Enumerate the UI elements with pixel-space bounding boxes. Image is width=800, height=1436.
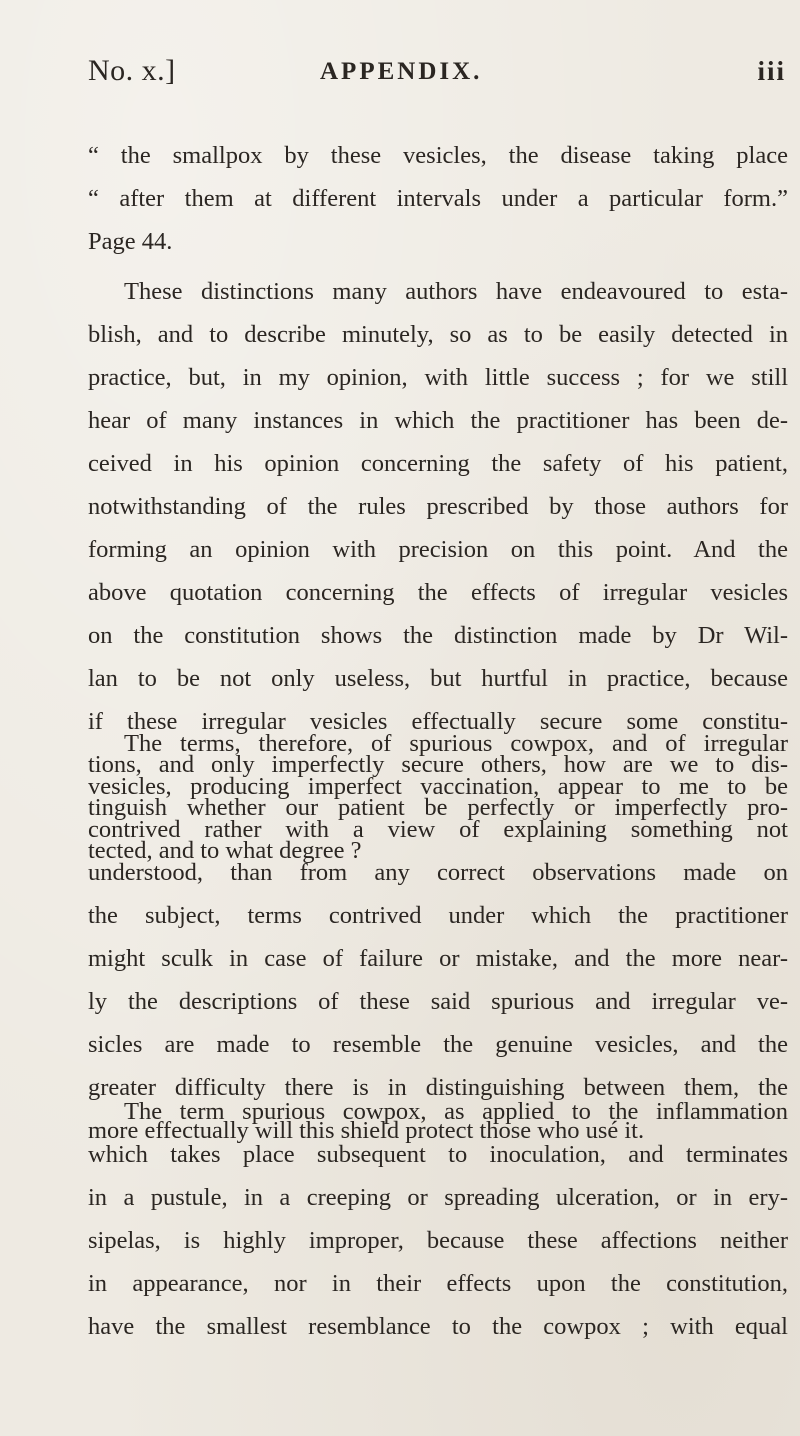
paragraph-2	[88, 722, 788, 1152]
text-line: on the constitution shows the distinction made by Dr Wil-	[88, 622, 788, 649]
text-line: “ after them at different intervals under a particular form.”	[88, 185, 788, 212]
text-line: tinguish whether our patient be perfectly or imperfectly pro-	[88, 794, 788, 821]
text-line: in a pustule, in a creeping or spreading ulceration, or in ery-	[88, 1184, 788, 1211]
text-line: contrived rather with a view of explaining something not	[88, 816, 788, 843]
text-line: greater difficulty there is in distinguishing between them, the	[88, 1074, 788, 1101]
text-line: which takes place subsequent to inoculation, and terminates	[88, 1141, 788, 1168]
page-reference: Page 44.	[88, 228, 173, 255]
text-line: tions, and only imperfectly secure others, how are we to dis-	[88, 751, 788, 778]
text-line: These distinctions many authors have endeavoured to esta-	[124, 278, 788, 305]
text-line: if these irregular vesicles effectually secure some constitu-	[88, 708, 788, 735]
text-line: ly the descriptions of these said spurious and irregular ve-	[88, 988, 788, 1015]
text-line: understood, than from any correct observations made on	[88, 859, 788, 886]
text-line: ceived in his opinion concerning the safety of his patient,	[88, 450, 788, 477]
running-header	[88, 54, 788, 94]
text-line: notwithstanding of the rules prescribed by those authors for	[88, 493, 788, 520]
text-line: above quotation concerning the effects of irregular vesicles	[88, 579, 788, 606]
paragraph-3	[88, 1090, 788, 1348]
text-line: the subject, terms contrived under which the practitioner	[88, 902, 788, 929]
text-line: lan to be not only useless, but hurtful in practice, because	[88, 665, 788, 692]
text-line: practice, but, in my opinion, with little success ; for we still	[88, 364, 788, 391]
text-line: blish, and to describe minutely, so as to be easily detected in	[88, 321, 788, 348]
quotation-block	[88, 134, 788, 263]
text-line: might sculk in case of failure or mistake, and the more near-	[88, 945, 788, 972]
text-line: sipelas, is highly improper, because these affections neither	[88, 1227, 788, 1254]
text-line: hear of many instances in which the practitioner has been de-	[88, 407, 788, 434]
text-line: The terms, therefore, of spurious cowpox, and of irregular	[124, 730, 788, 757]
text-line: “ the smallpox by these vesicles, the disease taking place	[88, 142, 788, 169]
text-line: in appearance, nor in their effects upon the constitution,	[88, 1270, 788, 1297]
text-line: more effectually will this shield protect those who usé it.	[88, 1117, 645, 1144]
page-number: iii	[757, 56, 786, 86]
text-line: vesicles, producing imperfect vaccination, appear to me to be	[88, 773, 788, 800]
text-line: sicles are made to resemble the genuine vesicles, and the	[88, 1031, 788, 1058]
running-title: APPENDIX.	[320, 58, 483, 85]
text-line: forming an opinion with precision on this point. And the	[88, 536, 788, 563]
text-line: have the smallest resemblance to the cowpox ; with equal	[88, 1313, 788, 1340]
text-line: tected, and to what degree ?	[88, 837, 362, 864]
text-line: The term spurious cowpox, as applied to the inflammation	[124, 1098, 788, 1125]
issue-number: No. x.]	[88, 54, 176, 87]
